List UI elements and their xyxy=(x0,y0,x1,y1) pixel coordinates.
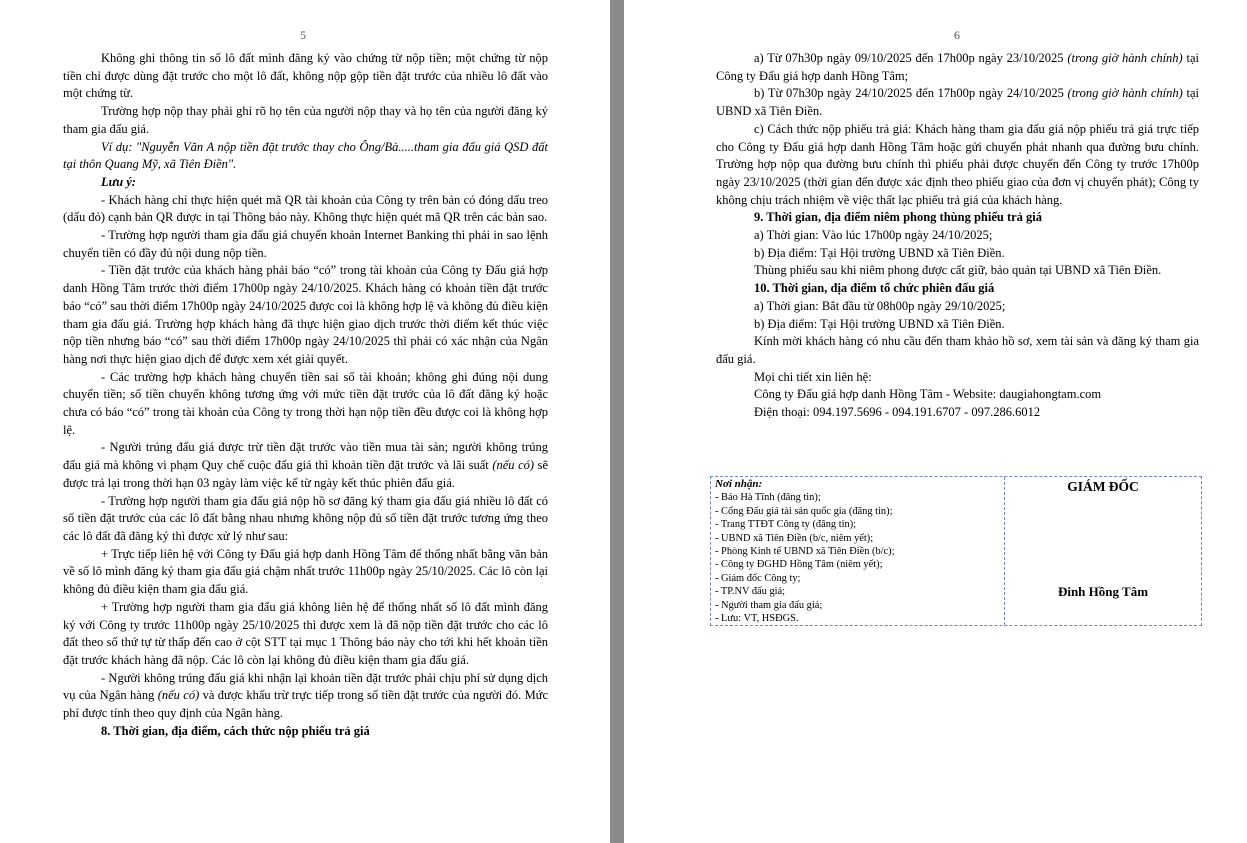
recipient-item: - Phòng Kinh tế UBND xã Tiên Điền (b/c); xyxy=(715,546,895,558)
recipient-item: - Cổng Đấu giá tài sản quốc gia (đăng tin); xyxy=(715,505,893,517)
paragraph: Thùng phiếu sau khi niêm phong được cất giữ, bảo quản tại UBND xã Tiên Điền. xyxy=(754,263,1162,278)
paragraph: Không ghi thông tin số lô đất mình đăng ký vào chứng từ nộp tiền; một chứng từ nộp tiền chỉ được dùng đặt trước cho một lô đất, không nộp gộp tiền đặt trước của nhiều lô đất vào một chứng từ. xyxy=(63,51,548,101)
paragraph: - Trường hợp người tham gia đấu giá nộp hồ sơ đăng ký tham gia đấu giá nhiều lô đất có số tiền đặt trước của các lô đất bằng nhau nhưng không nộp đủ số tiền đặt trước tương ứng theo các lô đất đã đăng ký thì được xử lý như sau: xyxy=(63,493,548,543)
recipient-item: - Lưu: VT, HSĐGS. xyxy=(715,613,799,625)
page-number: 5 xyxy=(300,28,306,42)
paragraph xyxy=(716,85,1199,120)
recipient-item: - Công ty ĐGHD Hồng Tâm (niêm yết); xyxy=(715,559,883,571)
paragraph: - Khách hàng chỉ thực hiện quét mã QR tài khoản của Công ty trên bản có đóng dấu treo (dấu đỏ) cạnh bản QR được in tại Thông báo này. Không thực hiện quét mã QR trên các bản sao. xyxy=(63,192,548,225)
paragraph: Mọi chi tiết xin liên hệ: xyxy=(754,369,872,384)
text-run: b) Từ 07h30p ngày 24/10/2025 đến 17h00p ngày 24/10/2025 xyxy=(754,86,1064,101)
document-page-6 xyxy=(624,0,1247,843)
section-heading: 9. Thời gian, địa điểm niêm phong thùng phiếu trả giá xyxy=(754,210,1043,225)
paragraph xyxy=(63,670,548,723)
text-run-italic: (nếu có) xyxy=(492,458,535,473)
example-paragraph: Ví dụ: "Nguyễn Văn A nộp tiền đặt trước thay cho Ông/Bà.....tham gia đấu giá QSD đất tại thôn Quang Mỹ, xã Tiên Điền". xyxy=(63,139,548,172)
text-run: sẽ được trả lại trong thời hạn 03 ngày làm việc kể từ ngày kết thúc phiên đấu giá. xyxy=(63,458,549,490)
document-page-5 xyxy=(0,0,610,843)
signer-name: Đinh Hồng Tâm xyxy=(1057,584,1149,599)
paragraph: a) Thời gian: Vào lúc 17h00p ngày 24/10/2025; xyxy=(754,228,993,243)
paragraph: Điện thoại: 094.197.5696 - 094.191.6707 - 097.286.6012 xyxy=(754,405,1041,420)
page-body xyxy=(63,50,548,740)
text-run: a) Từ 07h30p ngày 09/10/2025 đến 17h00p ngày 23/10/2025 xyxy=(754,51,1064,65)
text-run: tại Công ty Đấu giá hợp danh Hồng Tâm; xyxy=(716,51,1199,83)
note-heading: Lưu ý: xyxy=(101,174,136,189)
page-body xyxy=(716,50,1199,422)
paragraph: Kính mời khách hàng có nhu cầu đến tham khảo hồ sơ, xem tài sản và đăng ký tham gia đấu giá. xyxy=(716,334,1199,366)
signature-block xyxy=(1005,477,1201,625)
paragraph: - Trường hợp người tham gia đấu giá chuyển khoản Internet Banking thì phải in sao lệnh chuyển tiền có đầy đủ nội dung nộp tiền. xyxy=(63,228,548,260)
paragraph: c) Cách thức nộp phiếu trả giá: Khách hàng tham gia đấu giá nộp phiếu trả giá trực tiếp cho Công ty Đấu giá hợp danh Hồng Tâm hoặc gửi chuyển phát nhanh qua đường bưu chính. Trường hợp nộp qua đường bưu chính thì phiếu phải được chuyển đến Công ty trước 17h00p ngày 23/10/2025 (thời gian đến được xác định theo phiếu giao của đơn vị chuyển phát); Công ty không chịu trách nhiệm về việc thất lạc phiếu trả giá của khách hàng. xyxy=(716,121,1199,207)
page-separator xyxy=(610,0,624,843)
recipient-item: - Giám đốc Công ty; xyxy=(715,572,801,584)
signature-table xyxy=(710,476,1202,626)
recipient-item: - UBND xã Tiên Điền (b/c, niêm yết); xyxy=(715,532,874,544)
text-run-italic: (trong giờ hành chính) xyxy=(1067,86,1183,101)
paragraph: a) Thời gian: Bắt đầu từ 08h00p ngày 29/10/2025; xyxy=(754,298,1006,313)
recipients-list xyxy=(711,477,1005,625)
paragraph: + Trường hợp người tham gia đấu giá không liên hệ để thống nhất số lô đất mình đăng ký với Công ty trước 11h00p ngày 25/10/2025 thì được xem là đã nộp tiền đặt trước cho các lô đất theo số thứ tự từ thấp đến cao ở cột STT tại mục 1 Thông báo này cho tới khi hết khoản tiền đặt trước khách hàng đã nộp. Các lô còn lại không đủ điều kiện tham gia đấu giá. xyxy=(63,599,548,667)
recipient-item: - Báo Hà Tĩnh (đăng tin); xyxy=(715,492,821,504)
paragraph: b) Địa điểm: Tại Hội trường UBND xã Tiên Điền. xyxy=(754,245,1005,260)
recipient-item: - TP.NV đấu giá; xyxy=(715,586,786,598)
text-run-italic: (nếu có) xyxy=(157,688,200,703)
paragraph: Công ty Đấu giá hợp danh Hồng Tâm - Website: daugiahongtam.com xyxy=(754,387,1102,402)
text-run: tại UBND xã Tiên Điền. xyxy=(716,86,1200,119)
paragraph xyxy=(716,50,1199,85)
text-run: và được khấu trừ trực tiếp trong số tiền đặt trước của người đó. Mức phí được tính theo quy định của Ngân hàng. xyxy=(63,688,549,721)
signer-title: GIÁM ĐỐC xyxy=(1067,479,1139,494)
paragraph: + Trực tiếp liên hệ với Công ty Đấu giá hợp danh Hồng Tâm để thống nhất bằng văn bản về số lô mình đăng ký tham gia đấu giá chậm nhất trước 11h00p ngày 25/10/2025. Các lô còn lại không đủ điều kiện tham gia đấu giá. xyxy=(63,546,548,597)
recipient-item: - Trang TTĐT Công ty (đăng tin); xyxy=(715,519,857,531)
recipients-title: Nơi nhận: xyxy=(715,478,763,490)
paragraph: Trường hợp nộp thay phải ghi rõ họ tên của người nộp thay và họ tên của người đăng ký tham gia đấu giá. xyxy=(63,104,548,136)
text-run: - Người không trúng đấu giá khi nhận lại khoản tiền đặt trước phải chịu phí sử dụng dịch vụ của Ngân hàng xyxy=(63,670,548,703)
page-number: 6 xyxy=(954,28,960,42)
section-heading: 10. Thời gian, địa điểm tổ chức phiên đấu giá xyxy=(754,281,995,296)
paragraph xyxy=(63,439,548,492)
paragraph: - Tiền đặt trước của khách hàng phải báo “có” trong tài khoản của Công ty Đấu giá hợp danh Hồng Tâm trước thời điểm 17h00p ngày 24/10/2025. Khách hàng có khoản tiền đặt trước báo “có” sau thời điểm 17h00p ngày 24/10/2025 được coi là không hợp lệ và không đủ điều kiện tham gia đấu giá. Trường hợp khách hàng đã thực hiện giao dịch trước thời điểm kết thúc việc nộp tiền nhưng báo “có” sau thời điểm 17h00p ngày 24/10/2025 thì phải có xác nhận của Ngân hàng nơi thực hiện giao dịch để được xem xét giải quyết. xyxy=(63,263,548,366)
recipient-item: - Người tham gia đấu giá; xyxy=(715,599,823,611)
paragraph: b) Địa điểm: Tại Hội trường UBND xã Tiên Điền. xyxy=(754,316,1005,331)
paragraph: - Các trường hợp khách hàng chuyển tiền sai số tài khoản; không ghi đúng nội dung chuyển tiền; số tiền chuyển không tương ứng với mức tiền đặt trước của lô đất đăng ký hoặc chưa có báo “có” trong tài khoản của Công ty trong thời hạn nộp tiền đều được coi là không hợp lệ. xyxy=(63,369,548,437)
text-run: - Người trúng đấu giá được trừ tiền đặt trước vào tiền mua tài sản; người không trúng đấu giá mà không vi phạm Quy chế cuộc đấu giá thì khoản tiền đặt trước và lãi suất xyxy=(63,440,548,473)
text-run-italic: (trong giờ hành chính) xyxy=(1067,51,1183,65)
section-heading: 8. Thời gian, địa điểm, cách thức nộp phiếu trả giá xyxy=(101,723,370,738)
